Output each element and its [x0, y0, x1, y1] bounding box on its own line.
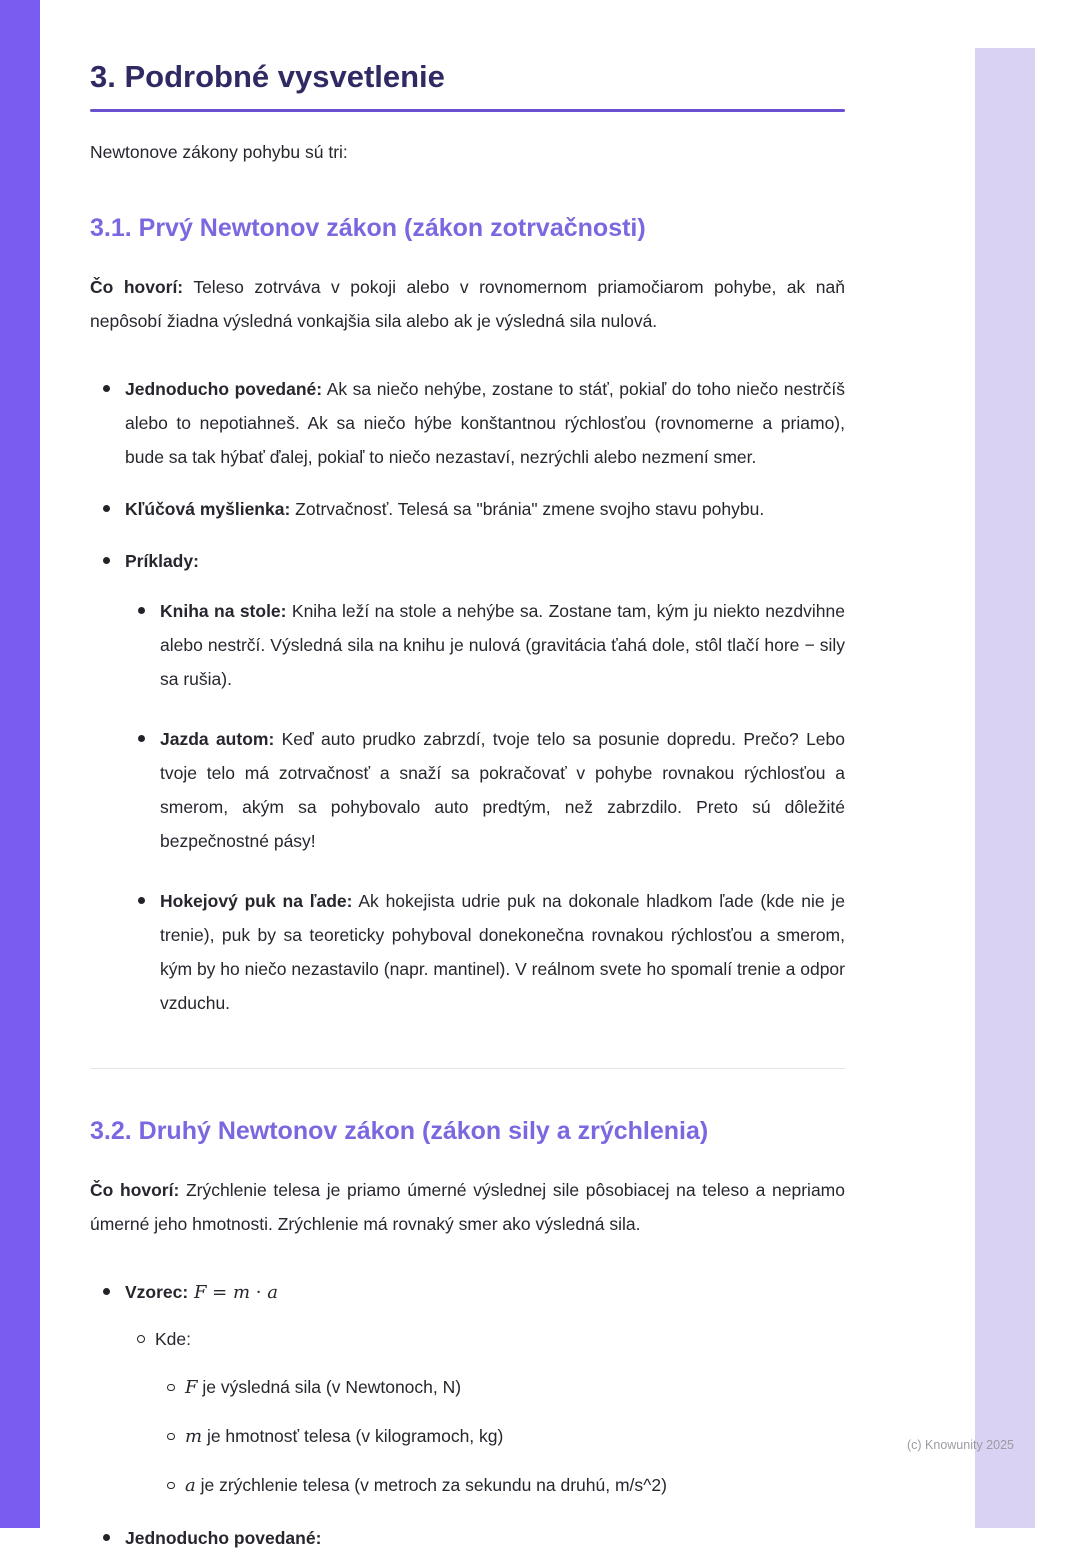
bullet-jednoducho-povedane-2 — [90, 1521, 845, 1555]
section1-summary-paragraph — [90, 270, 845, 338]
variable-a — [155, 1468, 845, 1503]
label-co-hovori: Čo hovorí: — [90, 277, 184, 297]
formula — [188, 1282, 278, 1303]
example-label: Kniha na stole: — [160, 601, 287, 621]
bullet-priklady — [90, 544, 845, 1020]
bullet-kde — [125, 1322, 845, 1503]
examples-list — [125, 594, 845, 1020]
bullet-label: Vzorec: — [125, 1282, 189, 1302]
example-text: Ak hokejista udrie puk na dokonale hladkom ľade (kde nie je trenie), puk by sa teoreticky pohyboval donekonečna rovnakou rýchlosťou a smerom, kým by ho niečo nezastavilo (napr. mantinel). V reálnom svete ho spomalí trenie a odpor vzduchu. — [160, 891, 845, 1013]
example-text: Kniha leží na stole a nehýbe sa. Zostane tam, kým ju niekto nezdvihne alebo nestrčí. Výsledná sila na knihu je nulová (gravitácia ťahá dole, stôl tlačí hore − sily sa rušia). — [160, 601, 845, 689]
intro-paragraph: Newtonove zákony pohybu sú tri: — [90, 142, 348, 162]
formula-equals: = — [206, 1282, 233, 1303]
bullet-label: Príklady: — [125, 551, 199, 571]
formula-symbol-m: m — [232, 1282, 251, 1303]
example-hokejovy-puk — [125, 884, 845, 1020]
example-jazda-autom — [125, 722, 845, 858]
summary-text: Teleso zotrváva v pokoji alebo v rovnomernom priamočiarom pohybe, ak naň nepôsobí žiadna výsledná vonkajšia sila alebo ak je výsledná sila nulová. — [90, 277, 845, 331]
kde-label: Kde: — [155, 1329, 191, 1349]
bullet-label: Jednoducho povedané: — [125, 1528, 322, 1548]
page-edge-stripe — [975, 48, 1035, 1528]
variable-m — [155, 1419, 845, 1454]
formula-detail-list — [125, 1322, 845, 1503]
variables-list — [155, 1370, 845, 1503]
section2-summary-paragraph — [90, 1173, 845, 1241]
bullet-vzorec — [90, 1275, 845, 1503]
example-text: Keď auto prudko zabrzdí, tvoje telo sa posunie dopredu. Prečo? Lebo tvoje telo má zotrvačnosť a snaží sa pokračovať v pohybe rovnakou rýchlosťou a smerom, akým sa pohybovalo auto predtým, než zabrzdilo. Preto sú dôležité bezpečnostné pásy! — [160, 729, 846, 851]
example-kniha-na-stole — [125, 594, 845, 696]
label-co-hovori: Čo hovorí: — [90, 1180, 180, 1200]
page-title: 3. Podrobné vysvetlenie — [90, 59, 445, 94]
example-label: Jazda autom: — [160, 729, 275, 749]
variable-symbol: a — [185, 1475, 196, 1496]
variable-symbol: F — [185, 1377, 198, 1398]
formula-symbol-F: F — [193, 1282, 207, 1303]
copyright-footer: (c) Knowunity 2025 — [906, 1438, 1014, 1452]
document-content — [90, 0, 845, 1555]
section1-bullet-list — [90, 372, 845, 1020]
summary-text: Zrýchlenie telesa je priamo úmerné výslednej sile pôsobiacej na teleso a nepriamo úmerné jeho hmotnosti. Zrýchlenie má rovnaký smer ako výsledná sila. — [90, 1180, 845, 1234]
variable-text: je zrýchlenie telesa (v metroch za sekundu na druhú, m/s^2) — [195, 1475, 667, 1495]
formula-dot: · — [250, 1282, 268, 1303]
left-accent-bar — [0, 0, 40, 1528]
bullet-klucova-myslienka — [90, 492, 845, 526]
section-heading-3-1: 3.1. Prvý Newtonov zákon (zákon zotrvačnosti) — [90, 214, 646, 242]
section-divider — [90, 1068, 845, 1069]
variable-text: je hmotnosť telesa (v kilogramoch, kg) — [202, 1426, 504, 1446]
example-label: Hokejový puk na ľade: — [160, 891, 353, 911]
variable-text: je výsledná sila (v Newtonoch, N) — [197, 1377, 462, 1397]
bullet-text: Zotrvačnosť. Telesá sa "bránia" zmene svojho stavu pohybu. — [290, 499, 765, 519]
section-heading-3-2: 3.2. Druhý Newtonov zákon (zákon sily a zrýchlenia) — [90, 1117, 709, 1145]
section2-bullet-list — [90, 1275, 845, 1555]
bullet-text: Ak sa niečo nehýbe, zostane to stáť, pokiaľ do toho niečo nestrčíš alebo to nepotiahneš. Ak sa niečo hýbe konštantnou rýchlosťou (rovnomerne a priamo), bude sa tak hýbať ďalej, pokiaľ to niečo nezastaví, nezrýchli alebo nezmení smer. — [125, 379, 846, 467]
bullet-label: Jednoducho povedané: — [125, 379, 323, 399]
bullet-jednoducho-povedane — [90, 372, 845, 474]
bullet-label: Kľúčová myšlienka: — [125, 499, 291, 519]
variable-F — [155, 1370, 845, 1405]
title-underline — [90, 109, 845, 112]
variable-symbol: m — [185, 1426, 203, 1447]
formula-symbol-a: a — [267, 1282, 278, 1303]
